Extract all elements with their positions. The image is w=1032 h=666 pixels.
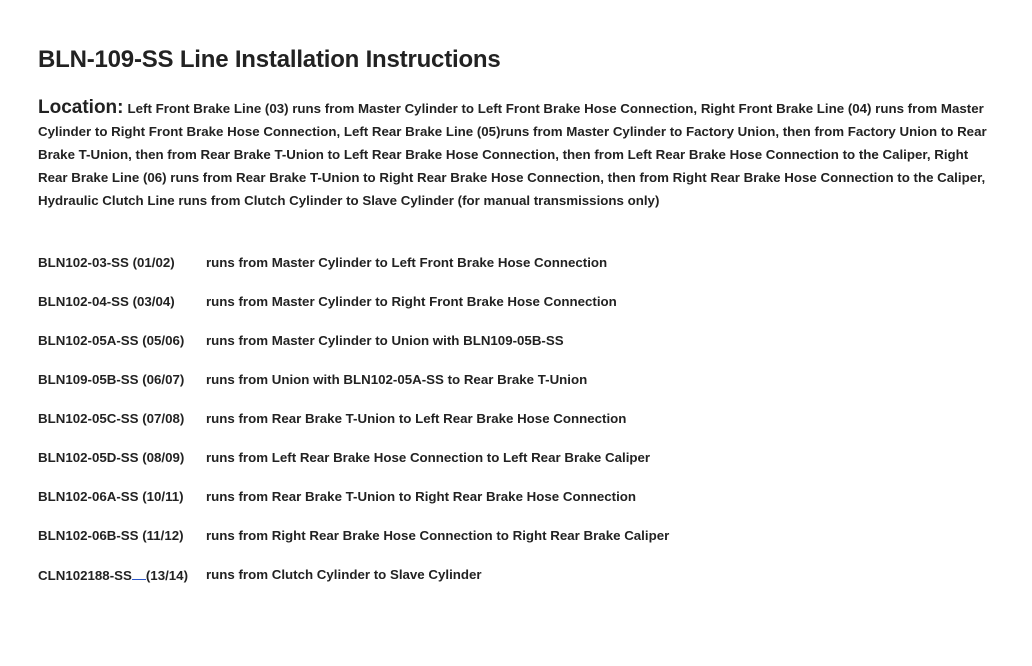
part-row bbox=[38, 255, 998, 294]
clutch-part-suffix: (13/14) bbox=[145, 568, 189, 583]
part-description: runs from Master Cylinder to Left Front Brake Hose Connection bbox=[206, 255, 608, 270]
part-number: BLN102-05D-SS (08/09) bbox=[38, 450, 185, 465]
part-row bbox=[38, 294, 998, 333]
part-description: runs from Right Rear Brake Hose Connection to Right Rear Brake Caliper bbox=[206, 528, 670, 543]
part-number: BLN102-03-SS (01/02) bbox=[38, 255, 175, 270]
part-row bbox=[38, 411, 998, 450]
location-text: Left Front Brake Line (03) runs from Master Cylinder to Left Front Brake Hose Connection, Right Front Brake Line (04) runs from Master Cylinder to Right Front Brake Hose Connection, Left Rear Brake Line (05)runs from Master Cylinder to Factory Union, then from Factory Union to Rear Brake T-Union, then from Rear Brake T-Union to Left Rear Brake Hose Connection, then from Left Rear Brake Hose Connection to the Caliper, Right Rear Brake Line (06) runs from Rear Brake T-Union to Right Rear Brake Hose Connection, then from Right Rear Brake Hose Connection to the Caliper, Hydraulic Clutch Line runs from Clutch Cylinder to Slave Cylinder (for manual transmissions only) bbox=[38, 101, 987, 208]
underlined-space bbox=[132, 567, 146, 580]
part-row bbox=[38, 528, 998, 567]
parts-list bbox=[38, 255, 998, 606]
part-number: BLN102-06A-SS (10/11) bbox=[38, 489, 184, 504]
part-number: BLN102-06B-SS (11/12) bbox=[38, 528, 184, 543]
location-label: Location: bbox=[38, 97, 124, 118]
part-description: runs from Rear Brake T-Union to Left Rear Brake Hose Connection bbox=[206, 411, 627, 426]
part-row bbox=[38, 372, 998, 411]
part-row bbox=[38, 489, 998, 528]
part-description: runs from Left Rear Brake Hose Connection to Left Rear Brake Caliper bbox=[206, 450, 651, 465]
part-description: runs from Rear Brake T-Union to Right Rear Brake Hose Connection bbox=[206, 489, 637, 504]
part-row bbox=[38, 333, 998, 372]
document-title: BLN-109-SS Line Installation Instructions bbox=[38, 46, 501, 73]
part-number: BLN102-05C-SS (07/08) bbox=[38, 411, 185, 426]
part-number: BLN109-05B-SS (06/07) bbox=[38, 372, 185, 387]
part-row bbox=[38, 450, 998, 489]
part-description: runs from Master Cylinder to Union with BLN109-05B-SS bbox=[206, 333, 564, 348]
part-description: runs from Clutch Cylinder to Slave Cylinder bbox=[206, 567, 482, 582]
part-number: BLN102-04-SS (03/04) bbox=[38, 294, 175, 309]
part-number: BLN102-05A-SS (05/06) bbox=[38, 333, 185, 348]
part-row-clutch bbox=[38, 567, 998, 606]
part-number-clutch bbox=[38, 567, 206, 583]
part-description: runs from Master Cylinder to Right Front Brake Hose Connection bbox=[206, 294, 617, 309]
part-description: runs from Union with BLN102-05A-SS to Rear Brake T-Union bbox=[206, 372, 588, 387]
clutch-part-prefix: CLN102188-SS bbox=[38, 568, 132, 583]
location-paragraph bbox=[38, 96, 998, 212]
